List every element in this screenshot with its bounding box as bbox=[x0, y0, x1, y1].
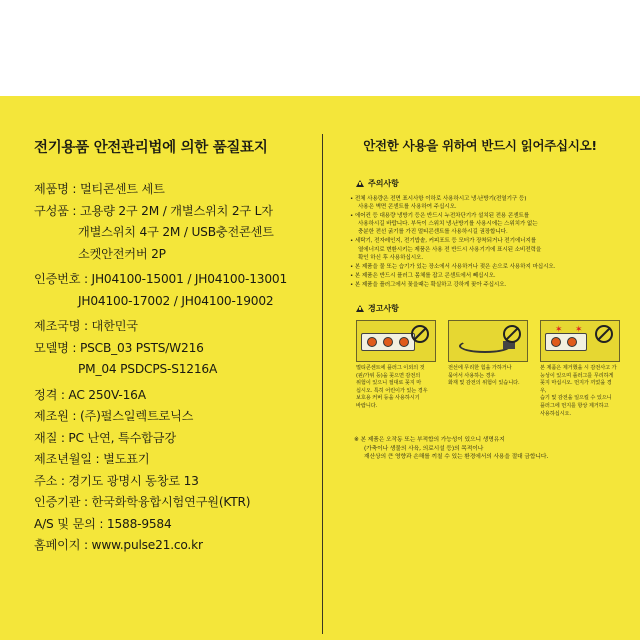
warning-line: 십시오. 특히 어린이가 있는 경우 bbox=[356, 387, 428, 394]
caution-heading-text: 주의사항 bbox=[368, 179, 399, 188]
warning-line: 능성이 있으며 플러그를 무리하게 bbox=[540, 372, 614, 379]
spec-line: 구성품 : 고용량 2구 2M / 개별스위치 2구 L자 bbox=[34, 203, 273, 218]
warning-text bbox=[356, 365, 434, 411]
spec-line: PM_04 PSDCPS-S1216A bbox=[78, 362, 218, 376]
spec-rating bbox=[34, 385, 314, 407]
notice-line: (가축이나 생물의 사육, 의료시설 등)의 목적이나 bbox=[364, 445, 484, 452]
spec-line: 소켓안전커버 2P bbox=[78, 246, 166, 261]
warning-card bbox=[540, 320, 618, 418]
warning-text bbox=[540, 365, 618, 418]
spec-material bbox=[34, 428, 314, 450]
caution-item: • 전체 사용량은 전면 표시사항 이하로 사용하시고 냉·난방기(전열기구 등) 사용은 벽면 콘센트를 사용하여 주십시오. bbox=[350, 195, 630, 211]
warning-triangle-icon bbox=[356, 180, 364, 187]
warning-card bbox=[356, 320, 434, 418]
caution-item: • 세탁기, 전자레인지, 전기밥솥, 커피포트 등 모터가 장착되거나 전기에너지를 열에너지로 변환시키는 제품은 사용 전 반드시 사용기기에 표시된 소비전력을 확인 하신 후 사용하십시오. bbox=[350, 237, 630, 261]
spec-line: 모델명 : PSCB_03 PSTS/W216 bbox=[34, 340, 204, 355]
warning-line: 묶어서 사용하는 경우 bbox=[448, 372, 496, 379]
notice-line: 재산상의 큰 영향과 손해를 끼칠 수 있는 환경에서의 사용을 절대 금합니다. bbox=[364, 454, 549, 460]
caution-item: • 본 제품을 물 또는 습기가 있는 장소에서 사용하거나 젖은 손으로 사용하지 마십시오. bbox=[350, 263, 630, 271]
spec-product bbox=[34, 179, 314, 201]
spec-list bbox=[34, 179, 314, 557]
warning-line: 본 제품은 제거했을 시 감전사고 가 bbox=[540, 365, 617, 372]
warning-line: 사용하십시오. bbox=[540, 410, 572, 417]
spec-date bbox=[34, 449, 314, 471]
spec-line: 제조국명 : 대한민국 bbox=[34, 319, 138, 333]
spec-country bbox=[34, 316, 314, 338]
outlet-spark-icon: ✶ ✶ bbox=[540, 320, 620, 362]
spec-line: 인증기관 : 한국화학융합시험연구원(KTR) bbox=[34, 495, 251, 509]
warning-illustrations bbox=[356, 320, 630, 418]
spec-homepage bbox=[34, 535, 314, 557]
spec-cert bbox=[34, 269, 314, 312]
spec-line: 개별스위치 4구 2M / USB충전콘센트 bbox=[78, 225, 274, 239]
spec-line: 인증번호 : JH04100-15001 / JH04100-13001 bbox=[34, 272, 287, 286]
warning-line: 플러그에 먼지를 항상 제거하고 bbox=[540, 403, 609, 409]
caution-item: • 본 제품을 플러그에서 꽂을때는 확실하고 강하게 꽂아 주십시오. bbox=[350, 281, 630, 289]
warning-line: 꽂지 마십시오. 먼지가 끼었을 경우, bbox=[540, 380, 612, 394]
power-strip-overload-icon bbox=[356, 320, 436, 362]
safety-column bbox=[330, 136, 630, 461]
spec-line: JH04100-17002 / JH04100-19002 bbox=[78, 293, 274, 308]
spec-maker bbox=[34, 406, 314, 428]
warning-line: 멀티콘센트에 플러그 이외의 것 bbox=[356, 365, 425, 372]
spec-composition bbox=[34, 201, 314, 266]
warning-text bbox=[448, 365, 526, 388]
warning-line: 전선에 무리한 힘을 가하거나 bbox=[448, 365, 512, 372]
caution-heading bbox=[356, 178, 630, 189]
warning-line: 화재 및 감전의 위험이 있습니다. bbox=[448, 380, 520, 387]
spec-line: 홈페이지 : www.pulse21.co.kr bbox=[34, 538, 203, 552]
usage-notice bbox=[354, 436, 630, 461]
quality-label-title: 전기용품 안전관리법에 의한 품질표지 bbox=[34, 140, 268, 156]
warning-line: 습기 및 감전을 일으킬 수 있으니 bbox=[540, 395, 612, 402]
caution-list bbox=[330, 195, 630, 289]
quality-label-column bbox=[34, 136, 314, 557]
warning-heading bbox=[356, 303, 630, 314]
spec-as bbox=[34, 514, 314, 536]
caution-item: • 에어컨 등 대용량 냉방기 등은 반드시 누전차단기가 설치된 전용 콘센트를 사용하시길 바랍니다. 부득이 스위치 냉·난방기를 사용시에는 스위치가 없는 충분한 전선 굵기를 가진 멀티콘센트를 사용하시길 권장합니다. bbox=[350, 212, 630, 236]
spec-line: 제품명 : 멀티콘센트 세트 bbox=[34, 182, 165, 196]
spec-line: 정격 : AC 250V-16A bbox=[34, 387, 146, 402]
warning-line: 위험이 있으니 절대로 꽂지 마 bbox=[356, 380, 422, 387]
warning-card bbox=[448, 320, 526, 418]
safety-title: 안전한 사용을 위하여 반드시 읽어주십시오! bbox=[363, 138, 597, 153]
spec-line: 재질 : PC 난연, 특수합금강 bbox=[34, 430, 176, 445]
spec-agency bbox=[34, 492, 314, 514]
tangled-cord-icon bbox=[448, 320, 528, 362]
spec-line: 제조년월일 : 별도표기 bbox=[34, 452, 150, 466]
spec-line: A/S 및 문의 : 1588-9584 bbox=[34, 516, 172, 531]
spec-model bbox=[34, 338, 314, 381]
warning-line: 바랍니다. bbox=[356, 403, 378, 409]
spec-line: 제조원 : (주)펄스일렉트로닉스 bbox=[34, 409, 194, 423]
column-divider bbox=[322, 134, 323, 634]
label-sheet bbox=[0, 96, 640, 640]
spec-address bbox=[34, 471, 314, 493]
warning-line: (핀/가위 등)을 꽂으면 감전의 bbox=[356, 372, 421, 379]
notice-line: ※ 본 제품은 오작동 또는 부적합의 가능성이 있으니 생명유지 bbox=[354, 437, 505, 444]
warning-triangle-icon bbox=[356, 305, 364, 312]
warning-line: 보호용 커버 등을 사용하시기 bbox=[356, 395, 420, 402]
caution-item: • 본 제품은 반드시 플러그 몸체를 잡고 콘센트에서 빼십시오. bbox=[350, 272, 630, 280]
warning-heading-text: 경고사항 bbox=[368, 304, 399, 314]
spec-line: 주소 : 경기도 광명시 동창로 13 bbox=[34, 473, 199, 488]
